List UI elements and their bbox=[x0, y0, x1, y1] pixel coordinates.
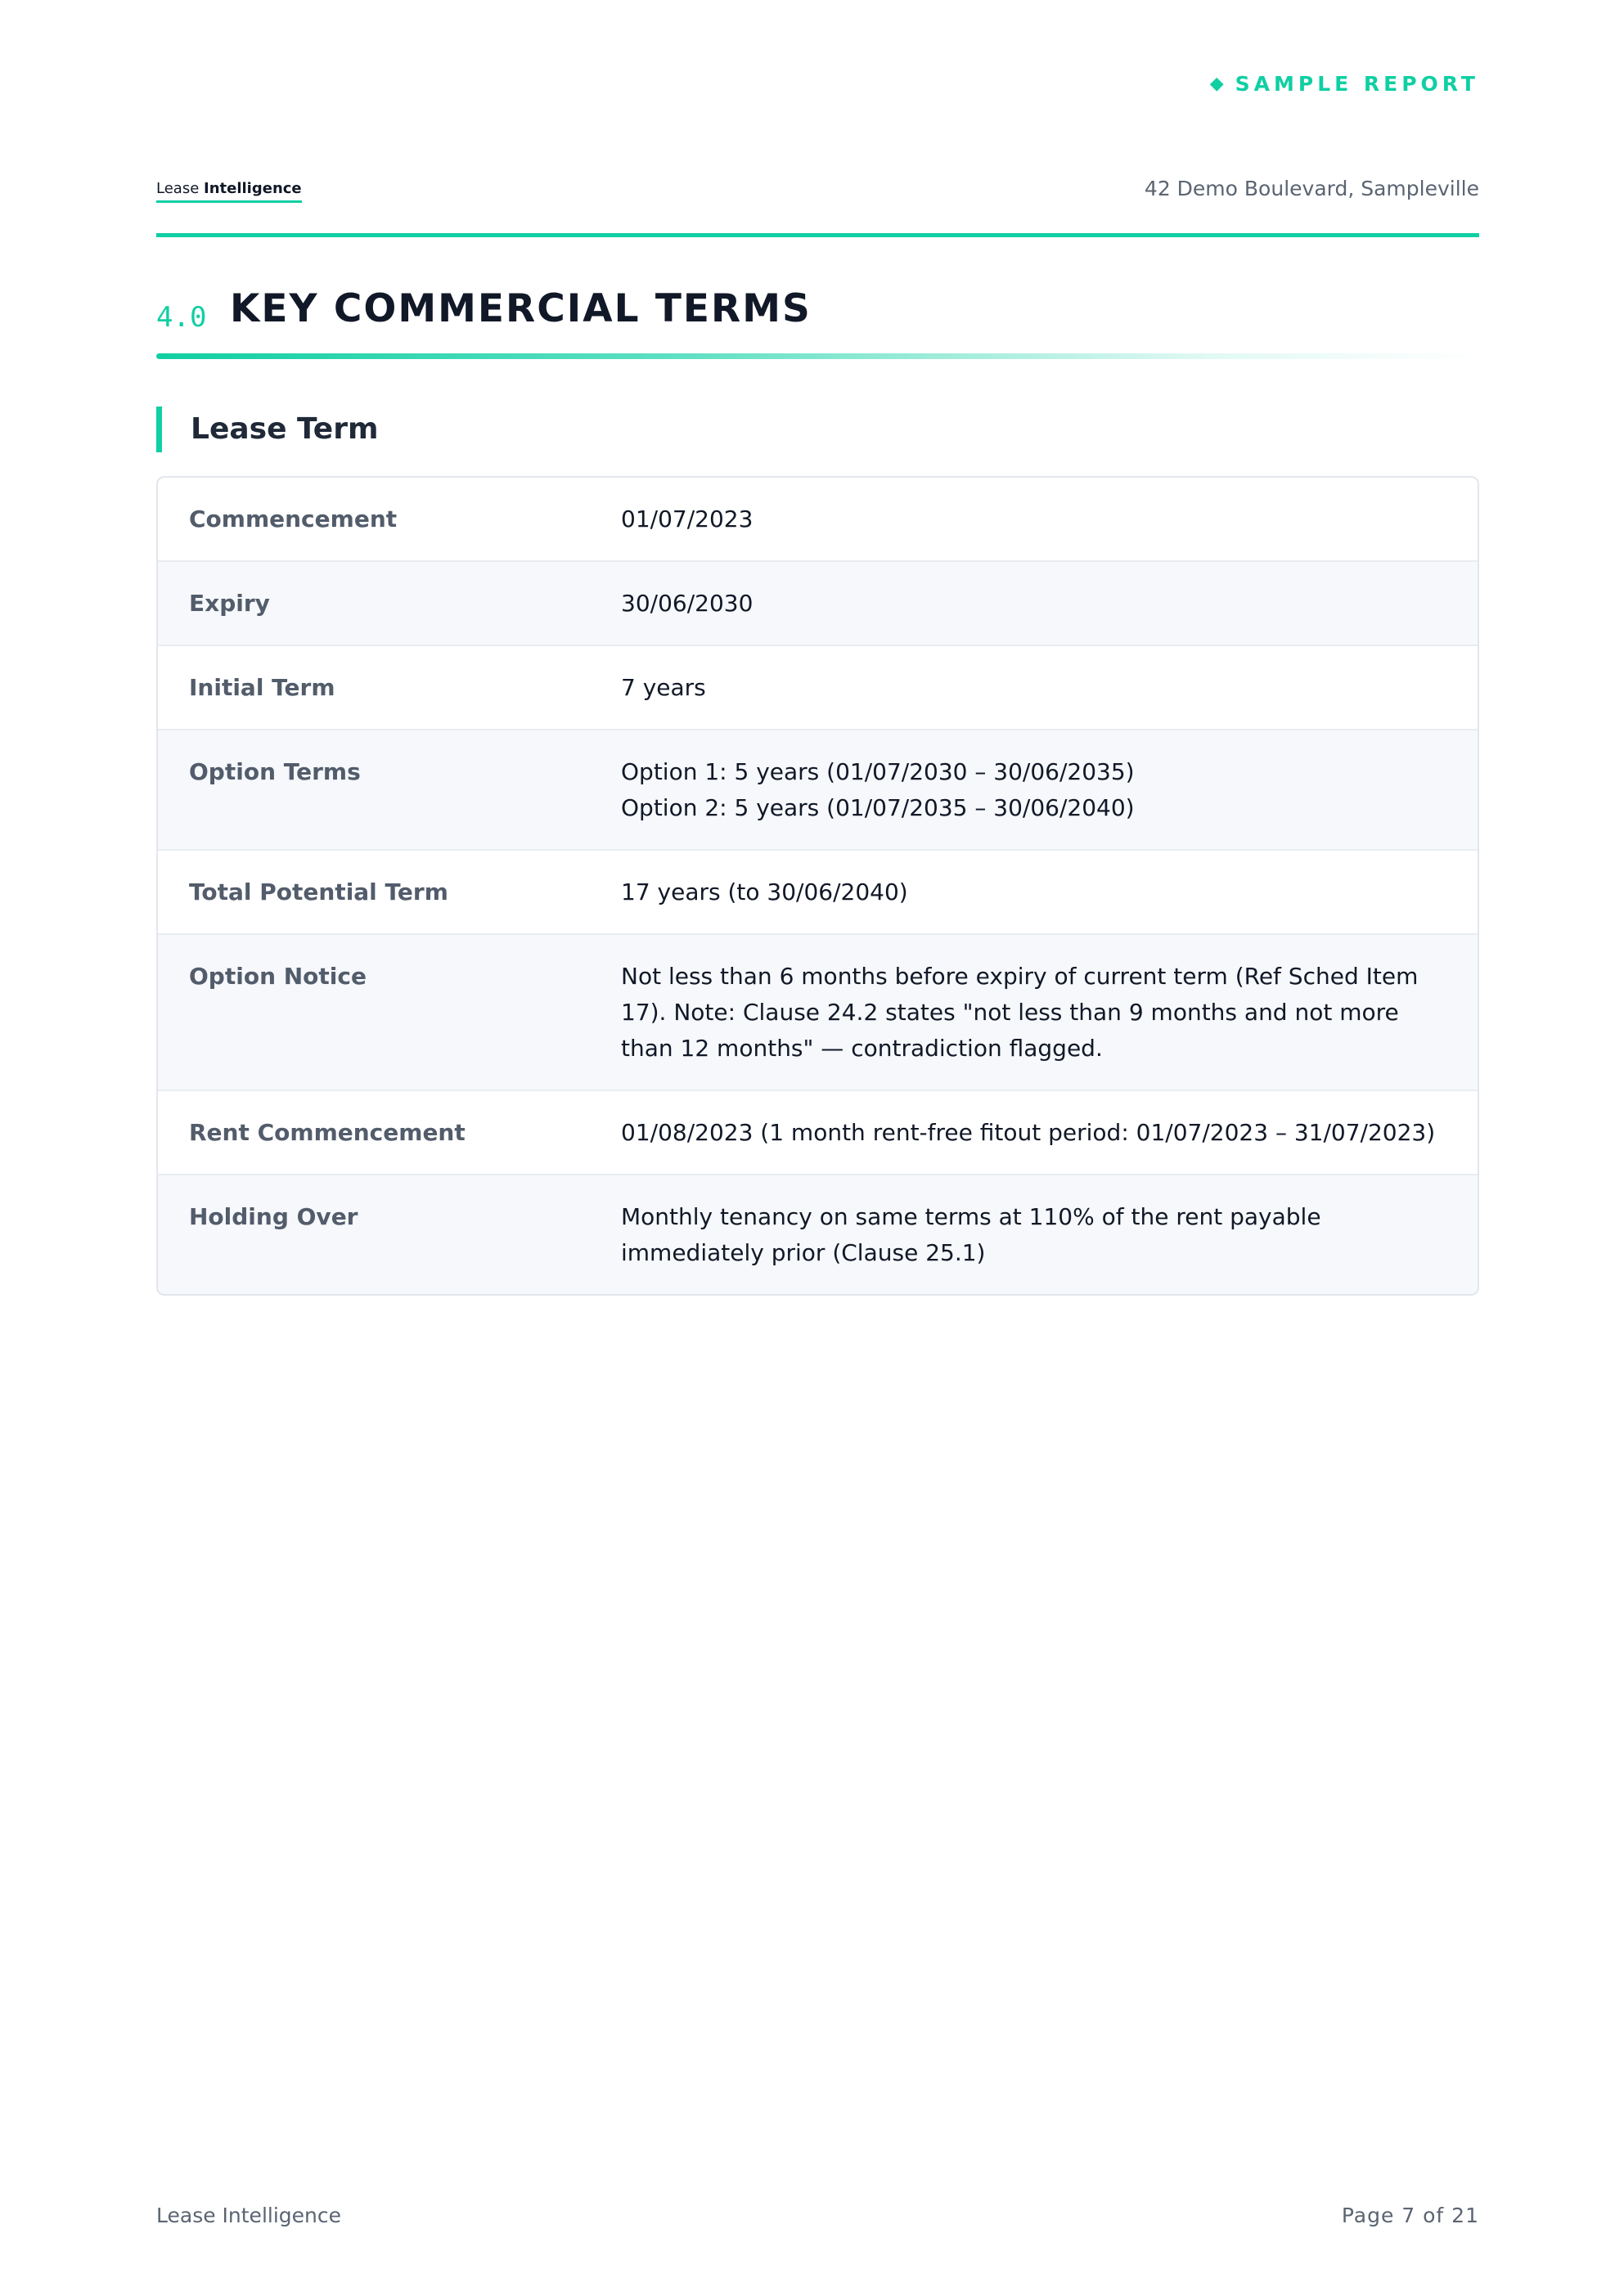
page-number: Page 7 of 21 bbox=[1341, 2204, 1479, 2227]
logo-text-bold: Intelligence bbox=[204, 180, 302, 197]
row-label: Option Notice bbox=[189, 963, 367, 990]
row-value-line: Not less than 6 months before expiry of current term (Ref Sched Item 17). Note: Clause 24.2 states "not less than 9 months and not more than 12 months" — contradiction flagged. bbox=[621, 963, 1419, 1062]
diamond-icon: ◆ bbox=[1209, 74, 1224, 94]
sample-report-label: SAMPLE REPORT bbox=[1235, 72, 1479, 96]
table-row bbox=[158, 849, 1478, 933]
logo-text-light: Lease bbox=[156, 180, 200, 197]
row-value-line: 30/06/2030 bbox=[621, 590, 754, 617]
section-number: 4.0 bbox=[156, 301, 207, 334]
row-label: Option Terms bbox=[189, 758, 361, 785]
running-header bbox=[156, 172, 1479, 237]
lease-term-table bbox=[156, 476, 1479, 1296]
table-row bbox=[158, 645, 1478, 729]
row-label: Rent Commencement bbox=[189, 1119, 466, 1146]
table-row bbox=[158, 1090, 1478, 1174]
section-title: KEY COMMERCIAL TERMS bbox=[230, 286, 812, 331]
row-value-line: 7 years bbox=[621, 674, 706, 701]
table-row bbox=[158, 933, 1478, 1090]
row-value-line: Option 1: 5 years (01/07/2030 – 30/06/2035) bbox=[621, 758, 1135, 785]
row-value bbox=[621, 959, 1478, 1067]
row-label: Expiry bbox=[189, 590, 270, 617]
row-label: Initial Term bbox=[189, 674, 335, 701]
row-value bbox=[621, 501, 1478, 537]
table-row bbox=[158, 1174, 1478, 1294]
row-value-line: 01/08/2023 (1 month rent-free fitout period: 01/07/2023 – 31/07/2023) bbox=[621, 1119, 1436, 1146]
section-divider bbox=[156, 353, 1479, 359]
row-value-line: Option 2: 5 years (01/07/2035 – 30/06/2040) bbox=[621, 794, 1135, 821]
table-row bbox=[158, 729, 1478, 849]
logo bbox=[156, 180, 302, 203]
row-label: Total Potential Term bbox=[189, 878, 448, 905]
table-row bbox=[158, 560, 1478, 645]
row-value bbox=[621, 754, 1478, 826]
row-value bbox=[621, 586, 1478, 622]
section-heading bbox=[156, 286, 1479, 360]
row-value bbox=[621, 874, 1478, 910]
row-value-line: 01/07/2023 bbox=[621, 505, 754, 532]
row-value bbox=[621, 1199, 1478, 1271]
row-value-line: Monthly tenancy on same terms at 110% of the rent payable immediately prior (Clause 25.1) bbox=[621, 1203, 1321, 1266]
subsection-title: Lease Term bbox=[156, 407, 378, 452]
row-label: Commencement bbox=[189, 505, 398, 532]
property-address: 42 Demo Boulevard, Sampleville bbox=[1144, 177, 1479, 200]
row-value bbox=[621, 670, 1478, 706]
table-row bbox=[158, 478, 1478, 560]
row-value bbox=[621, 1115, 1478, 1151]
row-value-line: 17 years (to 30/06/2040) bbox=[621, 878, 908, 905]
sample-report-banner bbox=[1210, 72, 1479, 96]
row-label: Holding Over bbox=[189, 1203, 358, 1230]
footer-brand: Lease Intelligence bbox=[156, 2204, 342, 2227]
